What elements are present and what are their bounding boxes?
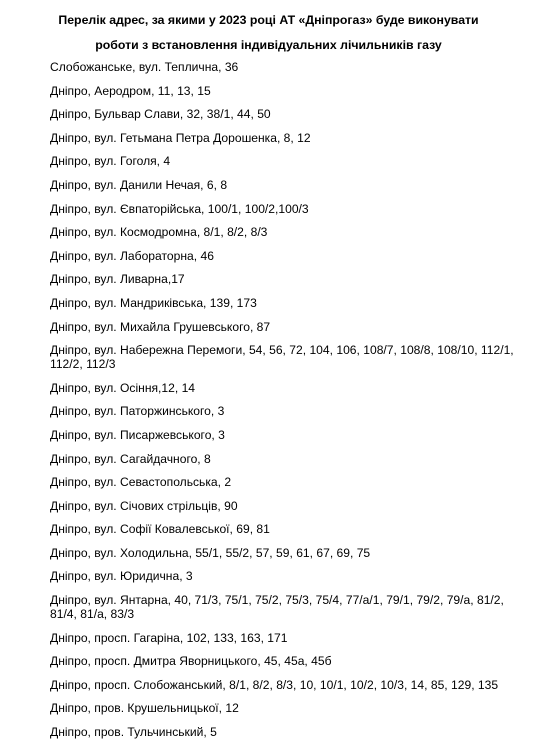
address-item: Дніпро, вул. Євпаторійська, 100/1, 100/2,100/3 [50,201,309,216]
address-item: Дніпро, вул. Писаржевського, 3 [50,427,225,442]
document-title-line-2: роботи з встановлення індивідуальних лічильників газу [95,38,442,52]
address-item: Дніпро, вул. Данили Нечая, 6, 8 [50,177,228,192]
address-item: Дніпро, вул. Космодромна, 8/1, 8/2, 8/3 [50,225,268,240]
address-item: Дніпро, вул. Софії Ковалевської, 69, 81 [50,522,270,537]
address-item: Дніпро, пров. Тульчинський, 5 [50,725,217,740]
address-item: Дніпро, пров. Крушельницької, 12 [50,701,239,716]
address-item: Дніпро, вул. Набережна Перемоги, 54, 56, 72, 104, 106, 108/7, 108/8, 108/10, 112/1, 112/2, 112/3 [50,343,514,372]
address-item: Дніпро, вул. Гоголя, 4 [50,154,171,169]
address-item: Дніпро, вул. Сагайдачного, 8 [50,451,211,466]
address-item: Дніпро, вул. Ливарна,17 [50,272,185,287]
address-item: Дніпро, просп. Гагаріна, 102, 133, 163, 171 [50,630,288,645]
address-item: Дніпро, просп. Слобожанський, 8/1, 8/2, 8/3, 10, 10/1, 10/2, 10/3, 14, 85, 129, 135 [50,677,499,692]
address-item: Дніпро, вул. Янтарна, 40, 71/3, 75/1, 75/2, 75/3, 75/4, 77/а/1, 79/1, 79/2, 79/а, 81/2, 81/4, 81/а, 83/3 [50,593,504,622]
address-item: Дніпро, вул. Січових стрільців, 90 [50,498,238,513]
address-list [50,60,520,749]
address-item: Дніпро, вул. Юридична, 3 [50,569,193,584]
address-item: Дніпро, вул. Холодильна, 55/1, 55/2, 57, 59, 61, 67, 69, 75 [50,545,371,560]
address-item: Дніпро, Аеродром, 11, 13, 15 [50,83,211,98]
address-item: Дніпро, вул. Севастопольська, 2 [50,475,232,490]
address-item: Дніпро, вул. Гетьмана Петра Дорошенка, 8, 12 [50,130,311,145]
address-item: Дніпро, просп. Дмитра Яворницького, 45, 45а, 45б [50,654,332,669]
address-item: Дніпро, вул. Осіння,12, 14 [50,380,196,395]
address-item: Слобожанське, вул. Теплична, 36 [50,60,239,74]
address-item: Дніпро, вул. Лабораторна, 46 [50,248,214,263]
address-item: Дніпро, вул. Михайла Грушевського, 87 [50,319,271,334]
address-item: Дніпро, вул. Мандриківська, 139, 173 [50,295,257,310]
document-title-line-1: Перелік адрес, за якими у 2023 році АТ «Дніпрогаз» буде виконувати [58,13,479,27]
address-item: Дніпро, вул. Паторжинського, 3 [50,404,225,419]
address-item: Дніпро, Бульвар Слави, 32, 38/1, 44, 50 [50,107,271,122]
